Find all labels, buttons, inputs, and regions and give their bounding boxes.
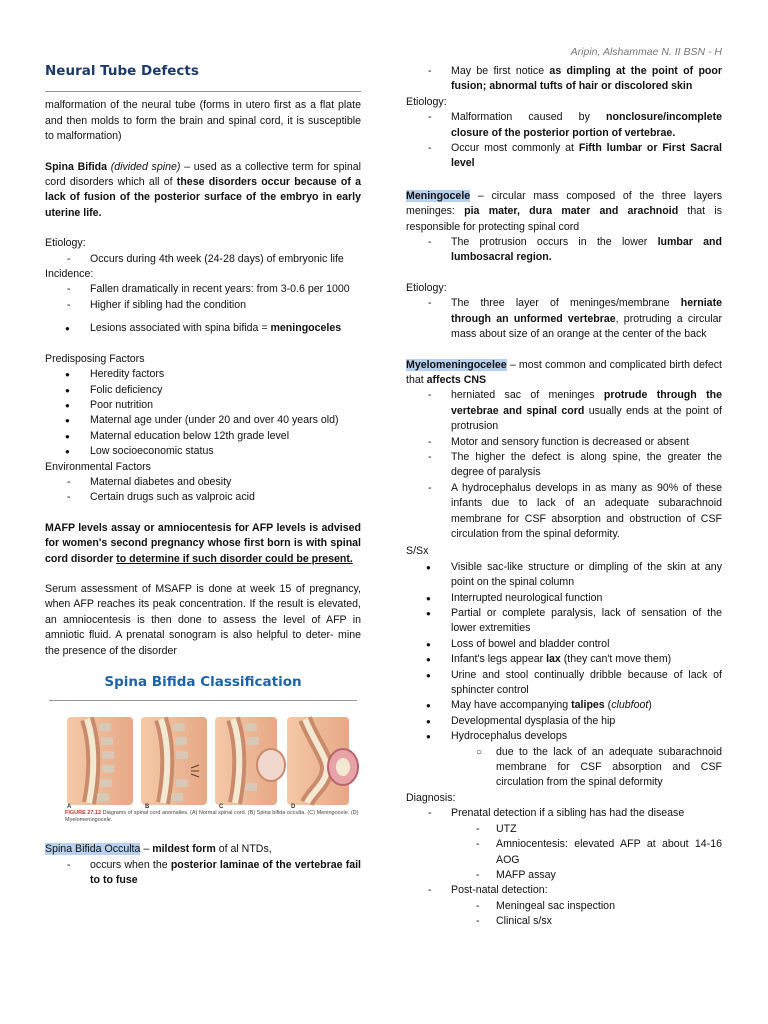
occulta-paragraph (45, 842, 361, 857)
meningocele-text2: that is responsible for protecting spinal cord (406, 205, 722, 233)
classification-divider (49, 700, 357, 701)
occulta-etiology-list (406, 110, 722, 172)
page-header: Aripin, Alshammae N. II BSN - H (570, 46, 722, 58)
occulta-dash: – (140, 843, 153, 856)
list-item: ● Interrupted neurological function (406, 591, 722, 606)
list-item: ● Maternal age under (under 20 and over 40 years old) (45, 413, 361, 428)
list-item: - Clinical s/sx (406, 914, 722, 929)
figure-caption (65, 810, 360, 824)
list-item: - Amniocentesis: elevated AFP at about 14-16 AOG (406, 837, 722, 868)
list-item: - Certain drugs such as valproic acid (45, 490, 361, 505)
list-item (406, 141, 722, 172)
occulta-text: of al NTDs, (215, 843, 272, 856)
list-item: - Meningeal sac inspection (406, 899, 722, 914)
figure-label-d: D (291, 804, 296, 809)
spina-bifida-paragraph (45, 160, 361, 222)
spina-bifida-text: – used as a collective term for spinal cord disorders which all of (45, 160, 361, 189)
list-item (406, 698, 722, 713)
diagnosis-label: Diagnosis: (406, 791, 456, 804)
spina-bifida-term: Spina Bifida (45, 160, 107, 173)
myelo1-pre: herniated sac of meninges (451, 389, 604, 402)
ssx-talipes-paren-open: ( (604, 699, 612, 712)
ssx-talipes-italic: clubfoot (611, 699, 649, 712)
mafp-bold: MAFP levels assay or amniocentesis for AFP levels is advised for women's second pregnancy whose first born is with spinal cord disorder (45, 521, 361, 565)
list-item: - MAFP assay (406, 868, 722, 883)
occulta-more-bold: as dimpling at the point of poor fusion; abnormal tufts of hair or discolored skin (451, 65, 722, 93)
panel-myelomeningocele (287, 717, 358, 805)
spina-bifida-figure (65, 713, 360, 824)
list-item (45, 858, 361, 889)
myelomeningocele-bold: affects CNS (426, 373, 487, 386)
meningocele-item-pre: The protrusion occurs in the lower (451, 236, 658, 249)
meningocele-etiology-label: Etiology: (406, 281, 447, 294)
etio3-post: , protruding a circular mass about size of an orange at the center of the back (451, 312, 722, 341)
list-item: - Motor and sensory function is decreased or absent (406, 435, 722, 450)
ntd-definition: malformation of the neural tube (forms in utero first as a flat plate and then molds to form the brain and spinal cord, it is susceptible to malformation) (45, 99, 361, 143)
list-item: ● Low socioeconomic status (45, 444, 361, 459)
figure-label-a: A (67, 804, 72, 809)
occulta-item-pre: occurs when the (90, 858, 171, 871)
etio1-bold: nonclosure/incomplete closure of the posterior portion of vertebrae. (451, 111, 722, 139)
meningocele-item-bold: lumbar and lumbosacral region. (451, 236, 722, 264)
predisposing-list (45, 367, 361, 459)
incidence-list (45, 282, 361, 313)
meningocele-term: Meningocele (406, 189, 471, 202)
lesion-list (45, 321, 361, 336)
diagnosis-list (406, 806, 722, 821)
title-divider (45, 91, 361, 92)
etio2-pre: Occur most commonly at (451, 142, 579, 155)
myelo1-bold: protrude through the vertebrae and spinal cord (451, 389, 722, 417)
figure-label-c: C (219, 804, 224, 809)
list-item: ● Partial or complete paralysis, lack of sensation of the lower extremities (406, 606, 722, 637)
ssx-talipes-pre: May have accompanying (451, 699, 572, 712)
left-column (45, 64, 361, 889)
mafp-underline: to determine if such disorder could be present. (116, 552, 353, 565)
list-item (406, 388, 722, 434)
list-item: ● Maternal education below 12th grade level (45, 429, 361, 444)
occulta-term: Spina Bifida Occulta (45, 843, 141, 856)
ssx-list (406, 560, 722, 745)
classification-title: Spina Bifida Classification (104, 674, 302, 690)
list-item: ● Hydrocephalus develops (406, 729, 722, 744)
incidence-label: Incidence: (45, 268, 94, 281)
list-item: - Post-natal detection: (406, 883, 722, 898)
figure-label-b: B (145, 804, 150, 809)
prenatal-sub-list (406, 822, 722, 884)
list-item: - A hydrocephalus develops in as many as 90% of these infants due to lack of an adequate subarachnoid membrane for CSF absorption and obstruction of CSF circulation from the spinal deformity. (406, 481, 722, 543)
environmental-label: Environmental Factors (45, 460, 151, 473)
panel-normal-cord (67, 717, 133, 805)
spina-bifida-paren: (divided spine) (110, 160, 181, 173)
etio3-pre: The three layer of meninges/membrane (451, 297, 681, 310)
myelomeningocele-text: – most common and complicated birth defect that (406, 358, 722, 386)
meningocele-list (406, 235, 722, 266)
etio2-bold: Fifth lumbar or First Sacral level (451, 142, 722, 170)
meningocele-etiology-list (406, 296, 722, 342)
list-item (406, 652, 722, 667)
postnatal-sub-list (406, 899, 722, 930)
list-item (406, 296, 722, 342)
meningocele-paragraph (406, 189, 722, 235)
serum-paragraph: Serum assessment of MSAFP is done at week 15 of pregnancy, when AFP reaches its peak concentration. If the result is elevated, an amniocentesis is then done to assess the level of AFP in amniotic fluid. A prenatal sonogram is also helpful to deter- mine the presence of the disorder (45, 582, 361, 657)
list-item: - Fallen dramatically in recent years: from 3-0.6 per 1000 (45, 282, 361, 297)
etiology-label: Etiology: (45, 237, 86, 250)
list-item (406, 110, 722, 141)
occulta-continued-list (406, 64, 722, 95)
ssx-talipes-paren-close: ) (648, 699, 652, 712)
list-item: - Higher if sibling had the condition (45, 298, 361, 313)
ssx-legs-pre: Infant's legs appear (451, 653, 547, 666)
caption-figure-number: FIGURE 27.12 (65, 810, 102, 817)
panel-meningocele (215, 717, 285, 805)
mafp-paragraph (45, 521, 361, 567)
page-title: Neural Tube Defects (45, 63, 199, 79)
list-item: ● Folic deficiency (45, 383, 361, 398)
myelomeningocele-paragraph (406, 358, 722, 389)
list-item: - UTZ (406, 822, 722, 837)
list-item: ● Loss of bowel and bladder control (406, 637, 722, 652)
list-item (45, 321, 361, 336)
environmental-list (45, 475, 361, 506)
panel-occulta (141, 717, 207, 805)
myelomeningocele-list (406, 388, 722, 542)
ssx-label: S/Sx (406, 545, 429, 558)
myelomeningocele-term: Myelomeningocelee (406, 358, 507, 371)
occulta-list (45, 858, 361, 889)
occulta-bold: mildest form (152, 843, 216, 856)
etiology-list (45, 252, 361, 267)
ssx-legs-post: (they can't move them) (560, 653, 672, 666)
occulta-more-pre: May be first notice (451, 65, 550, 77)
list-item (406, 235, 722, 266)
lesion-bold: meningoceles (270, 322, 342, 335)
spinal-diagram (65, 713, 360, 808)
postnatal-list (406, 883, 722, 898)
list-item: - Maternal diabetes and obesity (45, 475, 361, 490)
predisposing-label: Predisposing Factors (45, 352, 145, 365)
list-item: ● Poor nutrition (45, 398, 361, 413)
ssx-talipes-bold: talipes (571, 699, 605, 712)
meningocele-text1: – circular mass composed of the three layers meninges: (406, 189, 722, 218)
occulta-etiology-label: Etiology: (406, 95, 447, 108)
etio3-bold: herniate through an unformed vertebrae (451, 297, 722, 325)
ssx-legs-bold: lax (546, 653, 561, 666)
list-item: ● Developmental dysplasia of the hip (406, 714, 722, 729)
list-item: ● Heredity factors (45, 367, 361, 382)
right-column (406, 64, 722, 930)
list-item: ○ due to the lack of an adequate subarachnoid membrane for CSF absorption and CSF circulation from the spinal deformity (406, 745, 722, 791)
etio1-pre: Malformation caused by (451, 111, 607, 124)
list-item: - Occurs during 4th week (24-28 days) of embryonic life (45, 252, 361, 267)
spina-bifida-bold: these disorders occur because of a lack of fusion of the posterior surface of the embryo in early uterine life. (45, 176, 361, 219)
myelo1-post: usually ends at the point of protrusion (451, 404, 722, 433)
list-item: - Prenatal detection if a sibling has had the disease (406, 806, 722, 821)
list-item: ● Urine and stool continually dribble because of lack of sphincter control (406, 668, 722, 699)
list-item: ● Visible sac-like structure or dimpling of the skin at any point on the spinal column (406, 560, 722, 591)
list-item: - The higher the defect is along spine, the greater the degree of paralysis (406, 450, 722, 481)
lesion-text: Lesions associated with spina bifida = (90, 322, 271, 335)
list-item (406, 64, 722, 95)
ssx-sub-list (406, 745, 722, 791)
caption-text: Diagrams of spinal cord anomalies. (A) Normal spinal cord. (B) Spina bifida occulta. (C) Meningocele. (D) Myelomeningocele. (65, 810, 359, 824)
meningocele-bold: pia mater, dura mater and arachnoid (464, 205, 679, 218)
occulta-item-bold: posterior laminae of the vertebrae fail to to fuse (90, 858, 361, 887)
